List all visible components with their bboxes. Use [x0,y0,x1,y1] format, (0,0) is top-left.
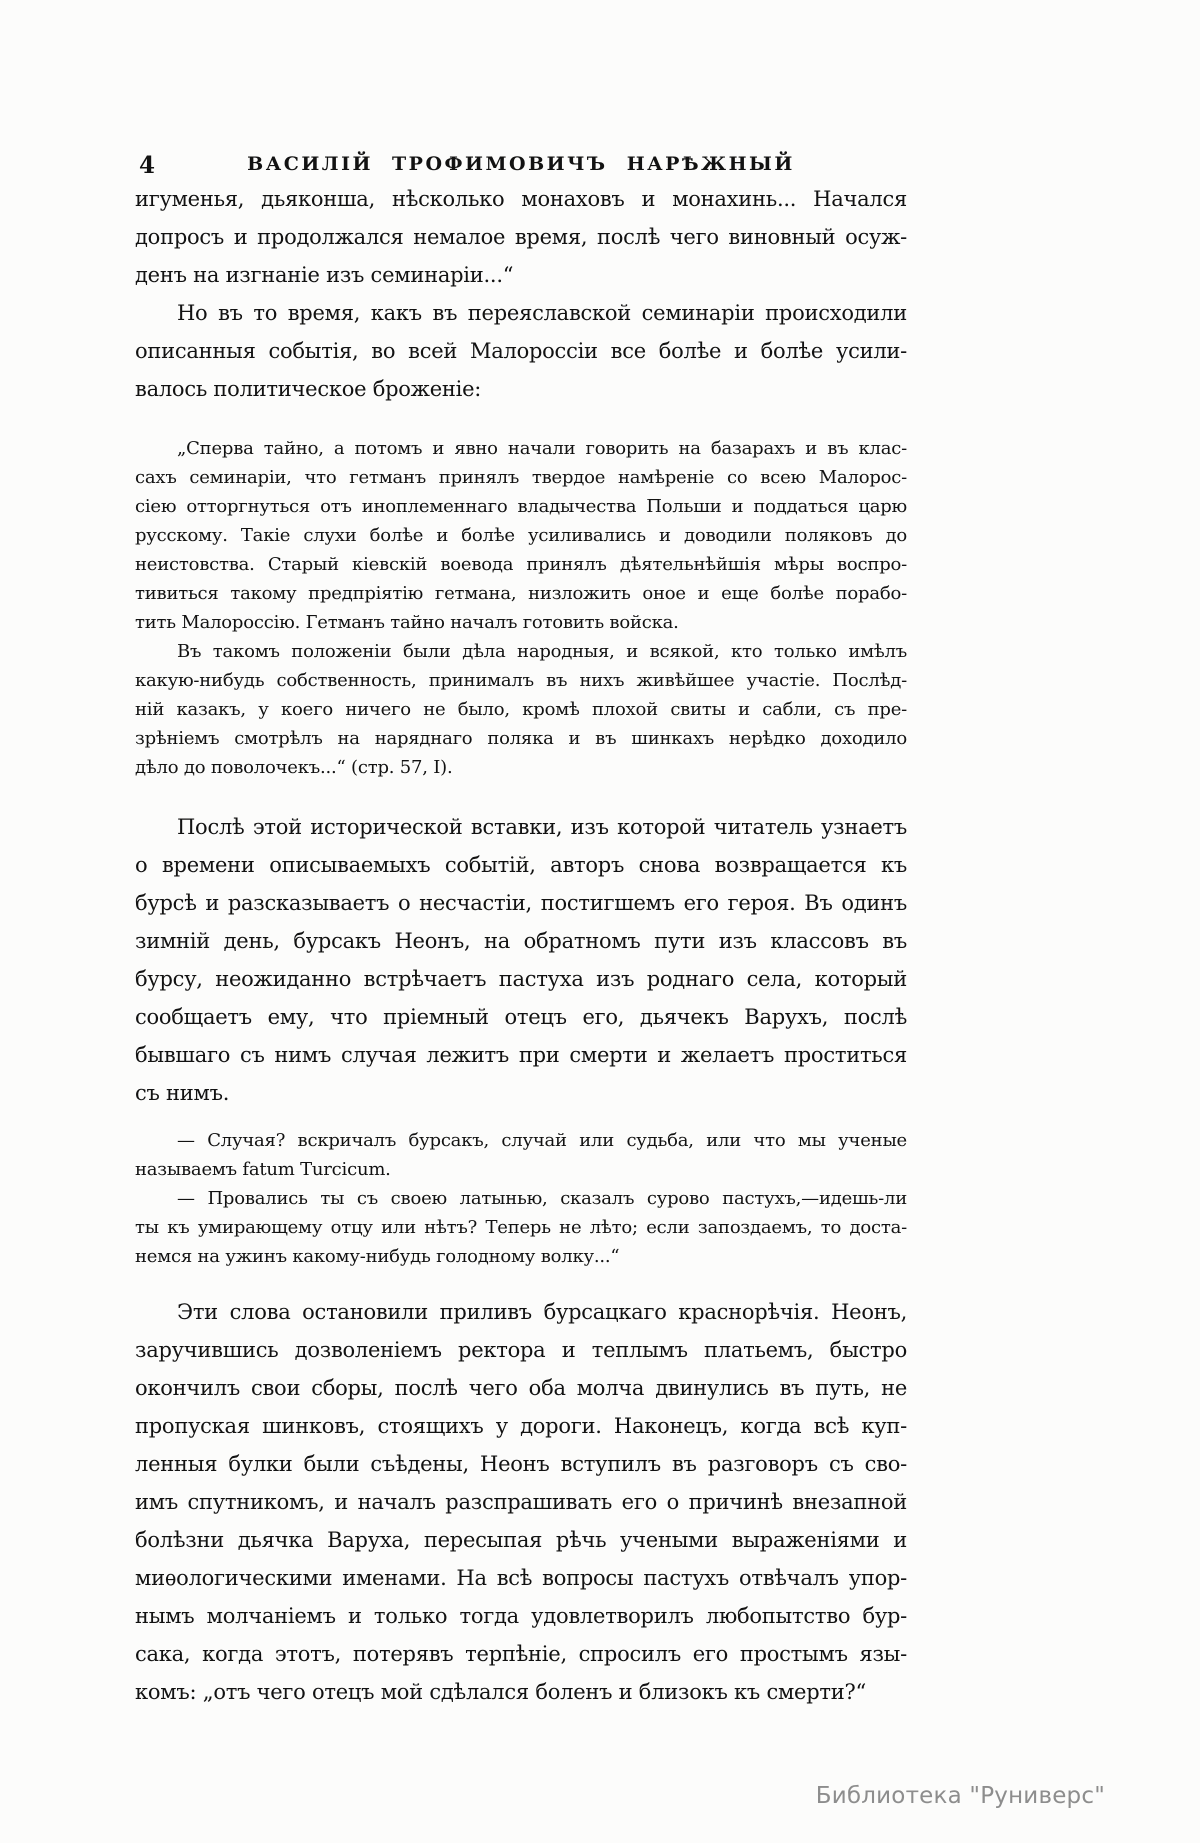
text-line: — Провались ты съ своею латынью, сказалъ сурово пастухъ,—идешь-ли [177,1188,907,1209]
text-line: неистовства. Старый кіевскій воевода принялъ дѣятельнѣйшія мѣры воспро- [135,554,907,575]
text-line: болѣзни дьячка Варуха, пересыпая рѣчь учеными выраженіями и [135,1528,907,1552]
page-number: 4 [139,152,157,179]
text-line: дѣло до поволочекъ...“ (стр. 57, I). [135,757,453,778]
text-line: о времени описываемыхъ событій, авторъ снова возвращается къ [135,853,907,877]
text-line: Но въ то время, какъ въ переяславской семинаріи происходили [177,301,907,325]
text-line: сахъ семинаріи, что гетманъ принялъ твердое намѣреніе со всею Малорос- [135,467,907,488]
text-line: ній казакъ, у коего ничего не было, кромѣ плохой свиты и сабли, съ пре- [135,699,907,720]
text-line: окончилъ свои сборы, послѣ чего оба молча двинулись въ путь, не [135,1376,907,1400]
text-line: Въ такомъ положеніи были дѣла народныя, и всякой, кто только имѣлъ [177,641,907,662]
text-line: немся на ужинъ какому-нибудь голодному волку...“ [135,1246,620,1267]
text-line: ты къ умирающему отцу или нѣтъ? Теперь не лѣто; если запоздаемъ, то доста- [135,1217,907,1238]
running-title: ВАСИЛІЙ ТРОФИМОВИЧЪ НАРѢЖНЫЙ [247,153,795,175]
paragraph [135,1293,907,1711]
library-watermark: Библиотека "Руниверс" [815,1783,1105,1809]
text-line: съ нимъ. [135,1081,230,1105]
text-line: комъ: „отъ чего отецъ мой сдѣлался боленъ и близокъ къ смерти?“ [135,1680,866,1704]
text-line: игуменья, дьяконша, нѣсколько монаховъ и монахинь... Начался [135,187,907,211]
text-line: русскому. Такіе слухи болѣе и болѣе усиливались и доводили поляковъ до [135,525,907,546]
text-line: бывшаго съ нимъ случая лежитъ при смерти и желаетъ проститься [135,1043,907,1067]
text-line: бурсѣ и разсказываетъ о несчастіи, постигшемъ его героя. Въ одинъ [135,891,907,915]
text-line: имъ спутникомъ, и началъ разспрашивать его о причинѣ внезапной [135,1490,907,1514]
text-line: зрѣніемъ смотрѣлъ на наряднаго поляка и въ шинкахъ нерѣдко доходило [135,728,907,749]
text-line: тивиться такому предпріятію гетмана, низложить оное и еще болѣе порабо- [135,583,907,604]
block-quote [135,637,907,782]
block-quote [135,434,907,637]
text-line: денъ на изгнаніе изъ семинаріи...“ [135,263,514,287]
text-line: сообщаетъ ему, что пріемный отецъ его, дьячекъ Варухъ, послѣ [135,1005,907,1029]
text-line: бурсу, неожиданно встрѣчаетъ пастуха изъ роднаго села, который [135,967,907,991]
text-line: какую-нибудь собственность, принималъ въ нихъ живѣйшее участіе. Послѣд- [135,670,907,691]
dialogue-quote [135,1126,907,1184]
dialogue-quote [135,1184,907,1271]
text-line: валось политическое броженіе: [135,377,482,401]
text-line: Послѣ этой исторической вставки, изъ которой читатель узнаетъ [177,815,907,839]
page-header [135,150,907,180]
text-line: называемъ fatum Turcicum. [135,1159,391,1180]
text-line: — Случая? вскричалъ бурсакъ, случай или судьба, или что мы ученые [177,1130,907,1151]
text-area [135,180,907,1711]
text-line: „Сперва тайно, а потомъ и явно начали говорить на базарахъ и въ клас- [177,438,907,459]
text-line: Эти слова остановили приливъ бурсацкаго краснорѣчія. Неонъ, [177,1300,907,1324]
text-line: зимній день, бурсакъ Неонъ, на обратномъ пути изъ классовъ въ [135,929,907,953]
paragraph [135,294,907,408]
text-line: сіею отторгнуться отъ иноплеменнаго владычества Польши и поддаться царю [135,496,907,517]
text-line: ленныя булки были съѣдены, Неонъ вступилъ въ разговоръ съ сво- [135,1452,907,1476]
paragraph-continuation [135,180,907,294]
text-line: миѳологическими именами. На всѣ вопросы пастухъ отвѣчалъ упор- [135,1566,907,1590]
text-line: пропуская шинковъ, стоящихъ у дороги. Наконецъ, когда всѣ куп- [135,1414,907,1438]
text-line: нымъ молчаніемъ и только тогда удовлетворилъ любопытство бур- [135,1604,907,1628]
text-line: описанныя событія, во всей Малороссіи все болѣе и болѣе усили- [135,339,907,363]
text-line: допросъ и продолжался немалое время, послѣ чего виновный осуж- [135,225,907,249]
text-line: заручившись дозволеніемъ ректора и теплымъ платьемъ, быстро [135,1338,907,1362]
text-line: сака, когда этотъ, потерявъ терпѣніе, спросилъ его простымъ язы- [135,1642,907,1666]
paragraph [135,808,907,1112]
text-line: тить Малороссію. Гетманъ тайно началъ готовить войска. [135,612,679,633]
